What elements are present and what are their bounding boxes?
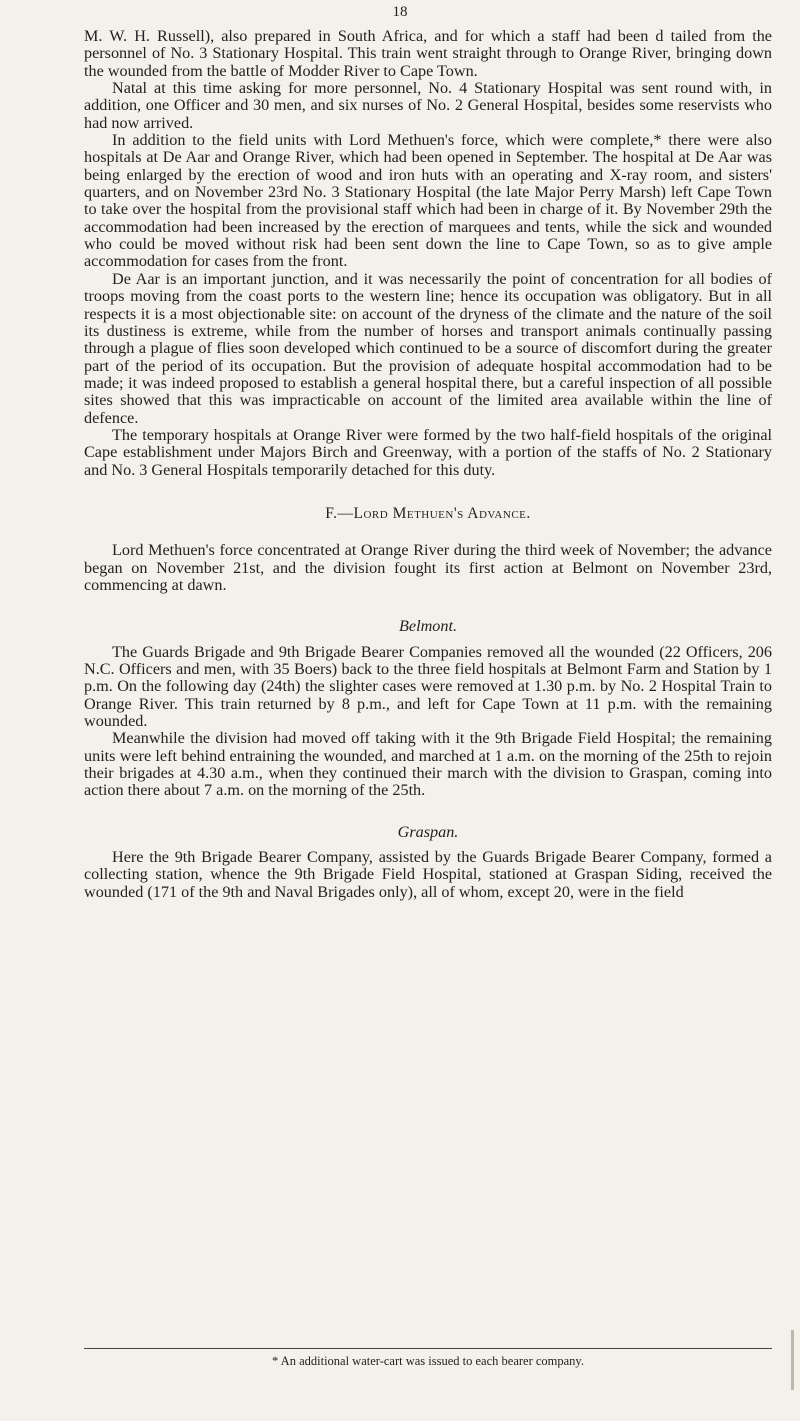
body-paragraph: The Guards Brigade and 9th Brigade Bearer Companies removed all the wounded (22 Officers, 206 N.C. Officers and men, with 35 Boers) back to the three field hospitals at Belmont Farm and Station by 1 p.m. On the following day (24th) the slighter cases were removed at 1.30 p.m. by No. 2 Hospital Train to Orange River. This train returned by 8 p.m., and left for Cape Town at 11 p.m. with the remaining wounded. [84,642,772,731]
body-paragraph: The temporary hospitals at Orange River were formed by the two half-field hospitals of the original Cape establishment under Majors Birch and Greenway, with a portion of the staffs of No. 2 Stationary and No. 3 General Hospitals temporarily detached for this duty. [84,425,772,479]
page-edge-shadow [791,1330,794,1390]
section-heading-title: Lord Methuen's Advance. [353,504,531,522]
body-paragraph: M. W. H. Russell), also prepared in South Africa, and for which a staff had been d tailed from the personnel of No. 3 Stationary Hospital. This train went straight through to Orange River, bringing down the wounded from the battle of Modder River to Cape Town. [84,27,772,80]
body-paragraph: In addition to the field units with Lord Methuen's force, which were complete,* there were also hospitals at De Aar and Orange River, which had been opened in September. The hospital at De Aar was being enlarged by the erection of wood and iron huts with an operating and X-ray room, and sisters' quarters, and on November 23rd No. 3 Stationary Hospital (the late Major Perry Marsh) left Cape Town to take over the hospital from the provisional staff which had been in charge of it. By November 29th the accommodation had been increased by the erection of marquees and tents, while the sick and wounded who could be moved without risk had been sent down the line to Cape Town, so as to give ample accommodation for cases from the front. [84,131,772,271]
body-paragraph: Lord Methuen's force concentrated at Orange River during the third week of November; the advance began on November 21st, and the division fought its first action at Belmont on November 23rd, commencing at dawn. [84,541,772,594]
body-paragraph: Natal at this time asking for more personnel, No. 4 Stationary Hospital was sent round with, in addition, one Officer and 30 men, and six nurses of No. 2 General Hospital, besides some reservists who had now arrived. [84,79,772,132]
subheading-graspan: Graspan. [397,822,459,841]
body-paragraph: De Aar is an important junction, and it was necessarily the point of concentration for all bodies of troops moving from the coast ports to the western line; hence its occupation was obligatory. But in all respects it is a most objectionable site: on account of the dryness of the climate and the nature of the soil its dustiness is extreme, while from the number of horses and transport animals continually passing through a plague of flies soon developed which continued to be a source of discomfort during the greater part of the period of its occupation. But the provision of adequate hospital accommodation had to be made; it was indeed proposed to establish a general hospital there, but a careful inspection of all possible sites showed that this was impracticable on account of the limited area available within the line of defence. [84,269,772,427]
body-paragraph: Meanwhile the division had moved off taking with it the 9th Brigade Field Hospital; the remaining units were left behind entraining the wounded, and marched at 1 a.m. on the morning of the 25th to rejoin their brigades at 4.30 a.m., when they continued their march with the division to Graspan, coming into action there about 7 a.m. on the morning of the 25th. [84,729,772,800]
body-paragraph: Here the 9th Brigade Bearer Company, assisted by the Guards Brigade Bearer Company, formed a collecting station, whence the 9th Brigade Field Hospital, stationed at Graspan Siding, received the wounded (171 of the 9th and Naval Brigades only), all of whom, except 20, were in the field [84,848,772,901]
section-heading [84,505,772,522]
page-number: 18 [392,4,408,20]
footnote: * An additional water-cart was issued to each bearer company. [271,1354,584,1368]
section-heading-prefix: F.— [325,504,354,522]
subheading-belmont: Belmont. [399,617,457,636]
page-body [84,28,772,901]
footnote-divider [84,1348,772,1349]
